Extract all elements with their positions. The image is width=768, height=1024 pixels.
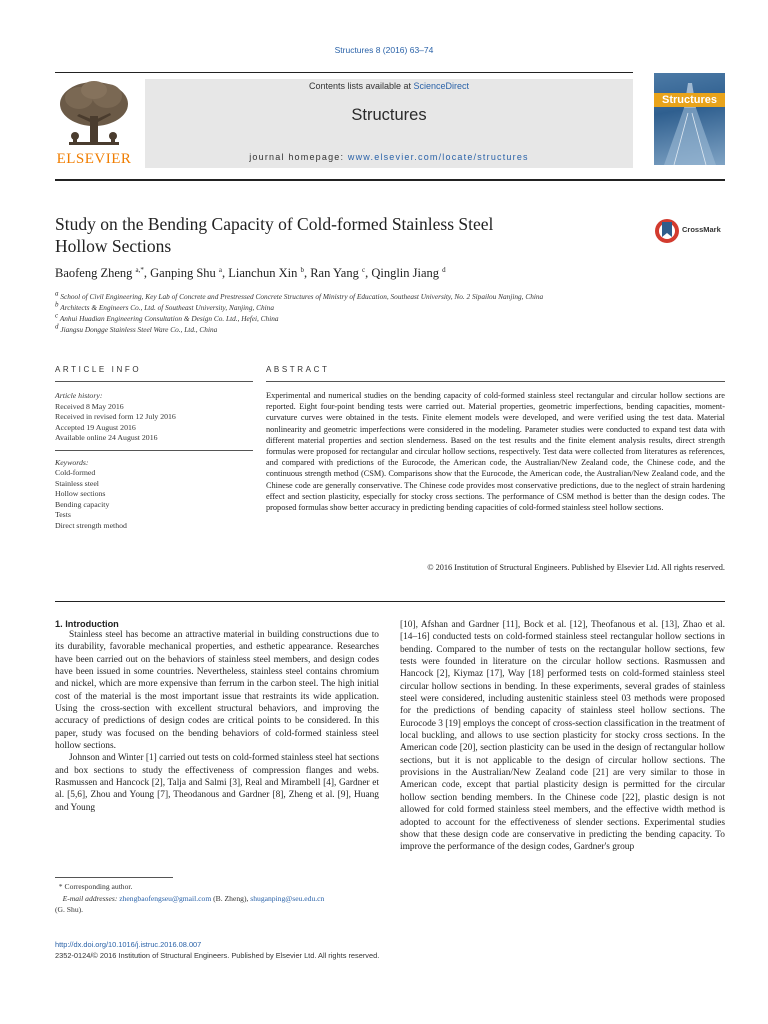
article-info-heading: ARTICLE INFO [55,365,142,374]
author-name[interactable]: Ran Yang [310,266,359,280]
affiliation-list [55,291,725,335]
article-title [55,213,615,257]
keywords-title: Keywords: [55,457,89,467]
keyword: Direct strength method [55,520,127,530]
author-name[interactable]: Lianchun Xin [228,266,298,280]
body-paragraph: Johnson and Winter [1] carried out tests on cold-formed stainless steel hat sections and box sections to study the effectiveness of compression flanges and webs. Rasmussen and Hancock [2], Talja and Salmi [3], Real and Mirambell [4], Gardner et al. [5,6], Zhou and Young [7], Theodanous and Gardner [8], Zheng et al. [9], Huang and Young [55,753,379,813]
body-paragraph: Stainless steel has become an attractive material in building constructions due to its durability, favorable mechanical properties, and esthetic appearance. Researches have been carried out on the behaviors of stainless steel members, and design codes have been issued in some countries. Nevertheless, stainless steel contains chromium and nickel, which are more expensive than ferrum in the carbon steel. The high initial cost of the material is the most important issue that restraints its wide application. Using the cross-section with excellent structural behaviors, and improving the accuracy of predictions of design codes are critical points to be considered. In this paper, study was focused on the bending behaviors of cold-formed stainless steel hollow sections. [55,630,379,752]
crossmark-icon [654,217,680,245]
section-divider [55,601,725,602]
history-item: Accepted 19 August 2016 [55,422,136,432]
author-name[interactable]: Qinglin Jiang [371,266,440,280]
email-link[interactable]: shuganping@seu.edu.cn [250,893,325,903]
journal-title: Structures [351,106,427,124]
crossmark-button[interactable] [654,217,726,245]
introduction-heading: 1. Introduction [55,619,119,629]
footnotes [55,881,379,916]
journal-cover-thumbnail[interactable] [654,73,725,165]
contents-prefix: Contents lists available at [308,81,414,91]
history-title: Article history: [55,391,103,400]
keyword: Stainless steel [55,478,99,488]
elsevier-wordmark: ELSEVIER [56,151,132,167]
journal-homepage [145,152,633,162]
body-column-left [55,629,379,814]
author-name[interactable]: Ganping Shu [150,266,216,280]
cover-title: Structures [654,93,725,107]
author-affiliation-marker[interactable]: b [300,265,304,274]
journal-homepage-link[interactable]: www.elsevier.com/locate/structures [347,152,529,162]
history-item: Available online 24 August 2016 [55,433,158,442]
issn-copyright: 2352-0124/© 2016 Institution of Structural Engineers. Published by Elsevier Ltd. All rights reserved. [55,951,380,960]
affiliation: $^a$ School of Civil Engineering, Key Lab of Concrete and Prestressed Concrete Structures of Ministry of Education, Southeast University, No. 2 Sipailou Nanjing, China [55,289,544,301]
affiliation: $^c$ Anhui Huadian Engineering Consultation & Design Co. Ltd., Hefei, China [55,311,279,323]
affiliation: $^b$ Architects & Engineers Co., Ltd. of Southeast University, Nanjing, China [55,300,274,312]
article-info-rule [55,381,253,382]
author-name[interactable]: Baofeng Zheng [55,266,133,280]
author-affiliation-marker[interactable]: a,* [135,265,144,274]
email-link[interactable]: zhengbaofengseu@gmail.com [119,893,212,903]
author-affiliation-marker[interactable]: c [361,265,366,274]
sciencedirect-link[interactable]: ScienceDirect [413,81,470,91]
keyword: Cold-formed [55,468,96,477]
email-owner: (G. Shu). [55,905,84,914]
author-list: Baofeng Zheng $^{a,*}$, Ganping Shu $^a$, Lianchun Xin $^b$, Ran Yang $^c$, Qinglin Jiang $^d$ [55,265,446,280]
email-note: E-mail addresses: zhengbaofengseu@gmail.com (B. Zheng), shuganping@seu.edu.cn [62,893,325,903]
keywords-rule [55,450,253,451]
contents-line [145,81,633,91]
abstract-text: Experimental and numerical studies on the bending capacity of cold-formed stainless steel rectangular and circular hollow sections are reported. Eight four-point bending tests were carried out. Material properties, geometric imperfections, bending capacities, moment-curvature curves were obtained in the tests. Finite element models were developed, and were verified using the test data. Material nonlinearity and geometric imperfections were considered in the modeling. Parameter studies were conducted to expand test data with different material properties and section slenderness. Based on the test results and the finite element analysis results, direct strength formulas were proposed for rectangular and circular hollow sections, respectively. Test data were collected from literatures as references, and compared with predictions of the Eurocode, the American code, the Australian/New Zealand code, the Chinese code, and the continuous strength method (CSM). Comparisons show that the Eurocode, the American code, the Australian/New Zealand code, and the Chinese code are generally conservative. The Chinese code provides most conservative predictions, due to the neglect of strain hardening effect and section plasticity, especially for stocky cross sections. The performance of CSM method is better than the design codes. The proposed formulas show better accuracy in predicting bending capacities of cold-formed stainless steel hollow sections. [266,391,725,513]
building-cover-icon [654,73,725,165]
abstract-rule [266,381,725,382]
author-affiliation-marker[interactable]: a [218,265,222,274]
history-item: Received in revised form 12 July 2016 [55,412,176,421]
journal-citation[interactable]: Structures 8 (2016) 63–74 [334,45,434,55]
history-item: Received 8 May 2016 [55,401,124,411]
corresponding-author-note: * Corresponding author. [55,882,133,891]
keyword: Hollow sections [55,489,106,498]
doi-link[interactable]: http://dx.doi.org/10.1016/j.istruc.2016.08.007 [55,940,202,949]
homepage-prefix: journal homepage: [249,152,348,162]
header-rule [55,72,633,73]
keyword: Bending capacity [55,499,110,509]
body-column-right [400,619,725,854]
body-paragraph: [10], Afshan and Gardner [11], Bock et al. [12], Theofanous et al. [13], Zhao et al. [14–16] conducted tests on cold-formed stainless steel rectangular hollow sections in bending. Compared to the number of tests on the rectangular hollow sections, few tests were founded in literature on the circular hollow sections. Rasmussen and Hancock [2], Kiymaz [17], Way [18] performed tests on cold-formed stainless steel circular hollow sections in bending. In these experiments, several grades of stainless steel were considered, including austenitic stainless steel 03 methods were proposed for the predictions of bending capacity of stainless steel hollow sections. The Eurocode 3 [19] employs the concept of cross-section classification in the treatment of local buckling, and allows to use section plasticity for stocky cross sections. In the American code [20], section plasticity can be used in the design of rectangular hollow sections, but it is not applicable to the design of circular hollow sections. The provisions in the Australian/New Zealand code [21] are very similar to those in American code, except that partial plasticity design is permitted for the circular hollow section bending members. In the Chinese code [22], plastic design is not allowed for cold formed stainless steel members, and the effective width method is adopted to account for the effectiveness of slender sections. Experimental studies show that these design code are conservative in predicting the bending capacity. To improve the performance of the design codes, Gardner's group [400,620,725,853]
header-rule-thick [55,179,725,181]
article-title-line: Hollow Sections [55,236,172,256]
keyword: Tests [55,510,71,519]
abstract-heading: ABSTRACT [266,365,330,374]
article-info [55,391,255,531]
crossmark-label: CrossMark [682,225,721,234]
article-title-line: Study on the Bending Capacity of Cold-formed Stainless Steel [55,214,494,234]
abstract-copyright: © 2016 Institution of Structural Engineers. Published by Elsevier Ltd. All rights reserved. [427,563,725,572]
keywords [55,458,255,532]
author-affiliation-marker[interactable]: d [442,265,446,274]
footnote-rule [55,877,173,878]
affiliation: $^d$ Jiangsu Dongge Stainless Steel Ware Co., Ltd., China [55,322,218,334]
